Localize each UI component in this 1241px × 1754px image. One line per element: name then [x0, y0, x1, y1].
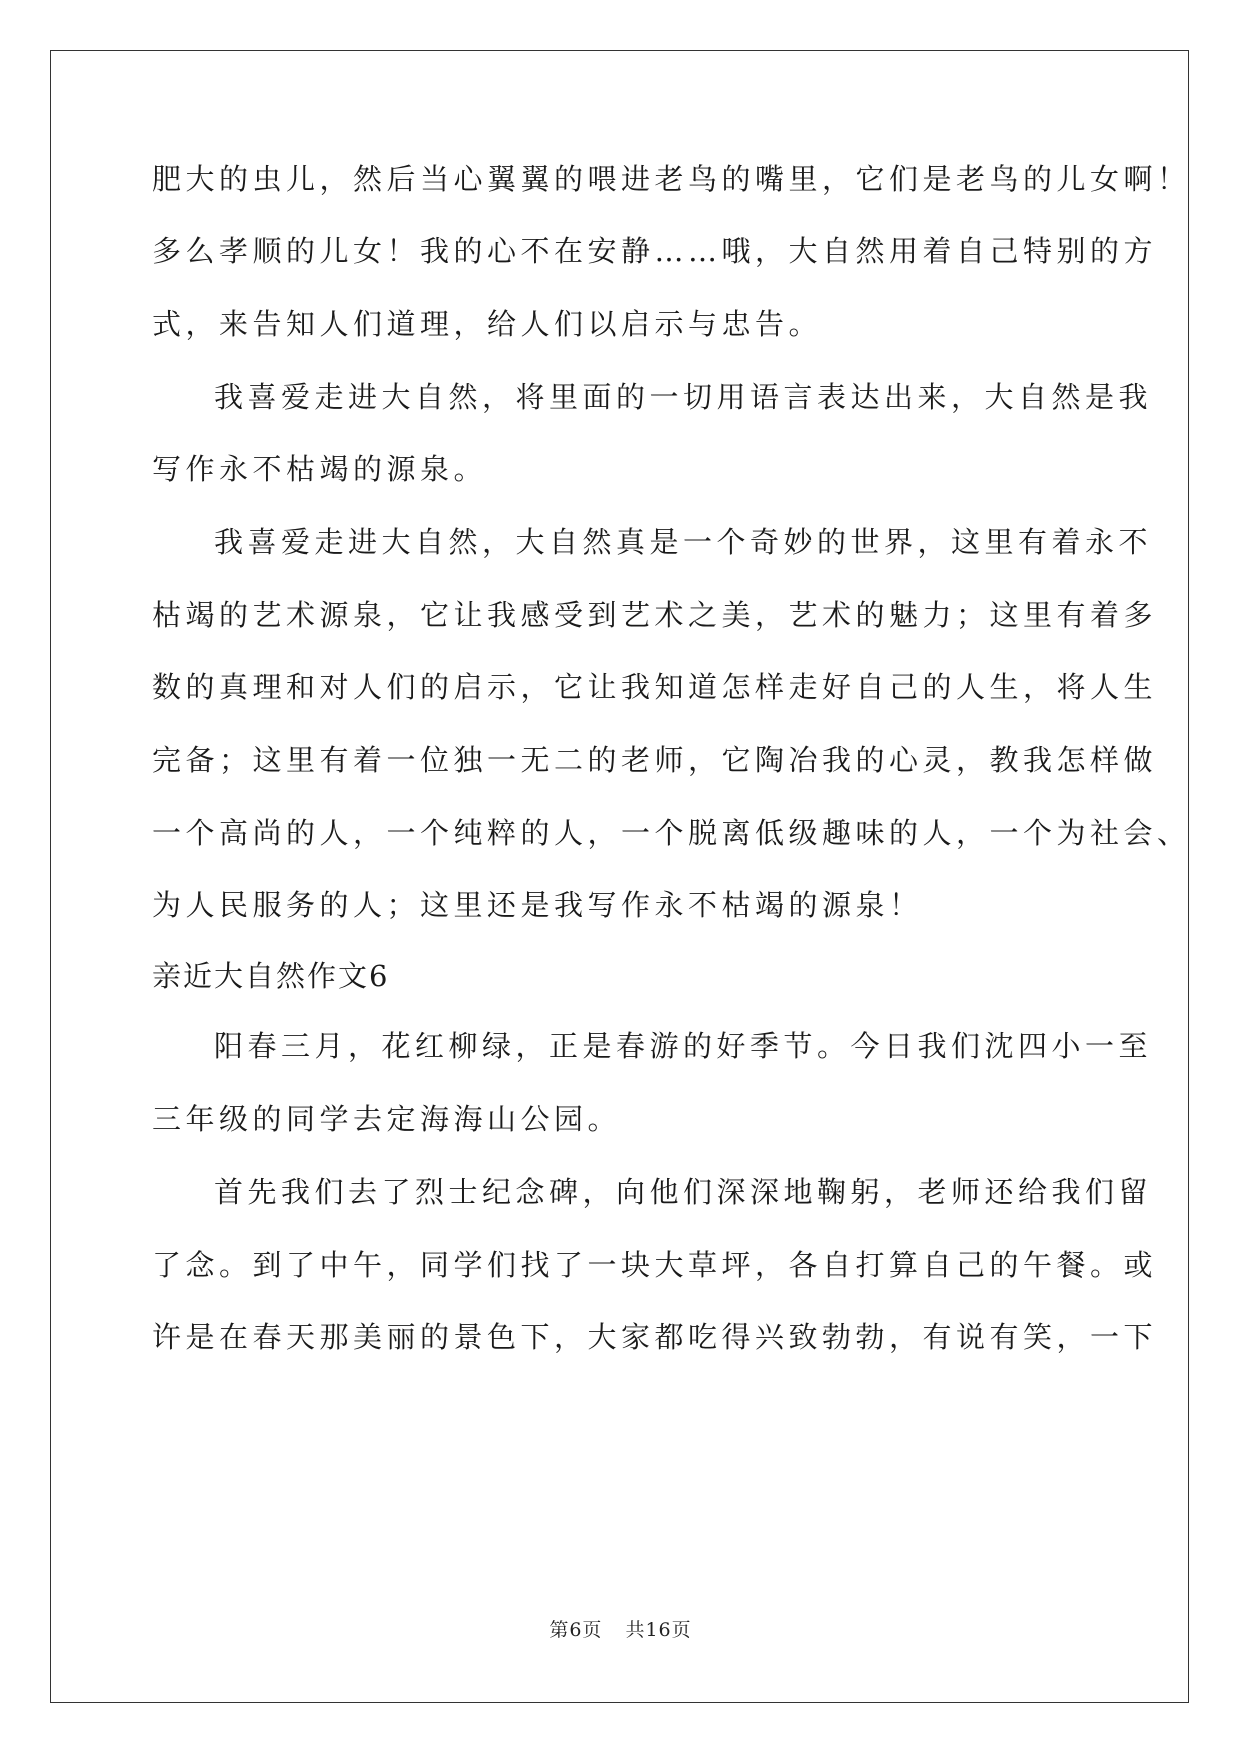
page-border — [50, 50, 1189, 1703]
paragraph-line: 枯竭的艺术源泉，它让我感受到艺术之美，艺术的魅力；这里有着多 — [152, 598, 1158, 632]
paragraph-line: 我喜爱走进大自然，大自然真是一个奇妙的世界，这里有着永不 — [214, 525, 1153, 559]
paragraph-line: 首先我们去了烈士纪念碑，向他们深深地鞠躬，老师还给我们留 — [214, 1175, 1153, 1209]
paragraph-line: 写作永不枯竭的源泉。 — [152, 452, 488, 486]
paragraph-line: 许是在春天那美丽的景色下，大家都吃得兴致勃勃，有说有笑，一下 — [152, 1320, 1158, 1354]
paragraph-line: 为人民服务的人；这里还是我写作永不枯竭的源泉！ — [152, 888, 923, 922]
paragraph-line: 阳春三月，花红柳绿，正是春游的好季节。今日我们沈四小一至 — [214, 1029, 1153, 1063]
section-heading: 亲近大自然作文6 — [152, 959, 390, 993]
paragraph-line: 三年级的同学去定海海山公园。 — [152, 1102, 622, 1136]
page-footer — [0, 1615, 1241, 1642]
paragraph-line: 肥大的虫儿，然后当心翼翼的喂进老鸟的嘴里，它们是老鸟的儿女啊！ — [152, 162, 1191, 196]
paragraph-line: 完备；这里有着一位独一无二的老师，它陶冶我的心灵，教我怎样做 — [152, 743, 1158, 777]
paragraph-line: 式，来告知人们道理，给人们以启示与忠告。 — [152, 307, 823, 341]
paragraph-line: 一个高尚的人，一个纯粹的人，一个脱离低级趣味的人，一个为社会、 — [152, 816, 1191, 850]
paragraph-line: 数的真理和对人们的启示，它让我知道怎样走好自己的人生，将人生 — [152, 670, 1158, 704]
page-number: 第6页 — [549, 1619, 603, 1641]
paragraph-line: 了念。到了中午，同学们找了一块大草坪，各自打算自己的午餐。或 — [152, 1248, 1158, 1282]
paragraph-line: 我喜爱走进大自然，将里面的一切用语言表达出来，大自然是我 — [214, 380, 1153, 414]
paragraph-line: 多么孝顺的儿女！我的心不在安静……哦，大自然用着自己特别的方 — [152, 234, 1158, 268]
page-total: 共16页 — [625, 1619, 692, 1641]
